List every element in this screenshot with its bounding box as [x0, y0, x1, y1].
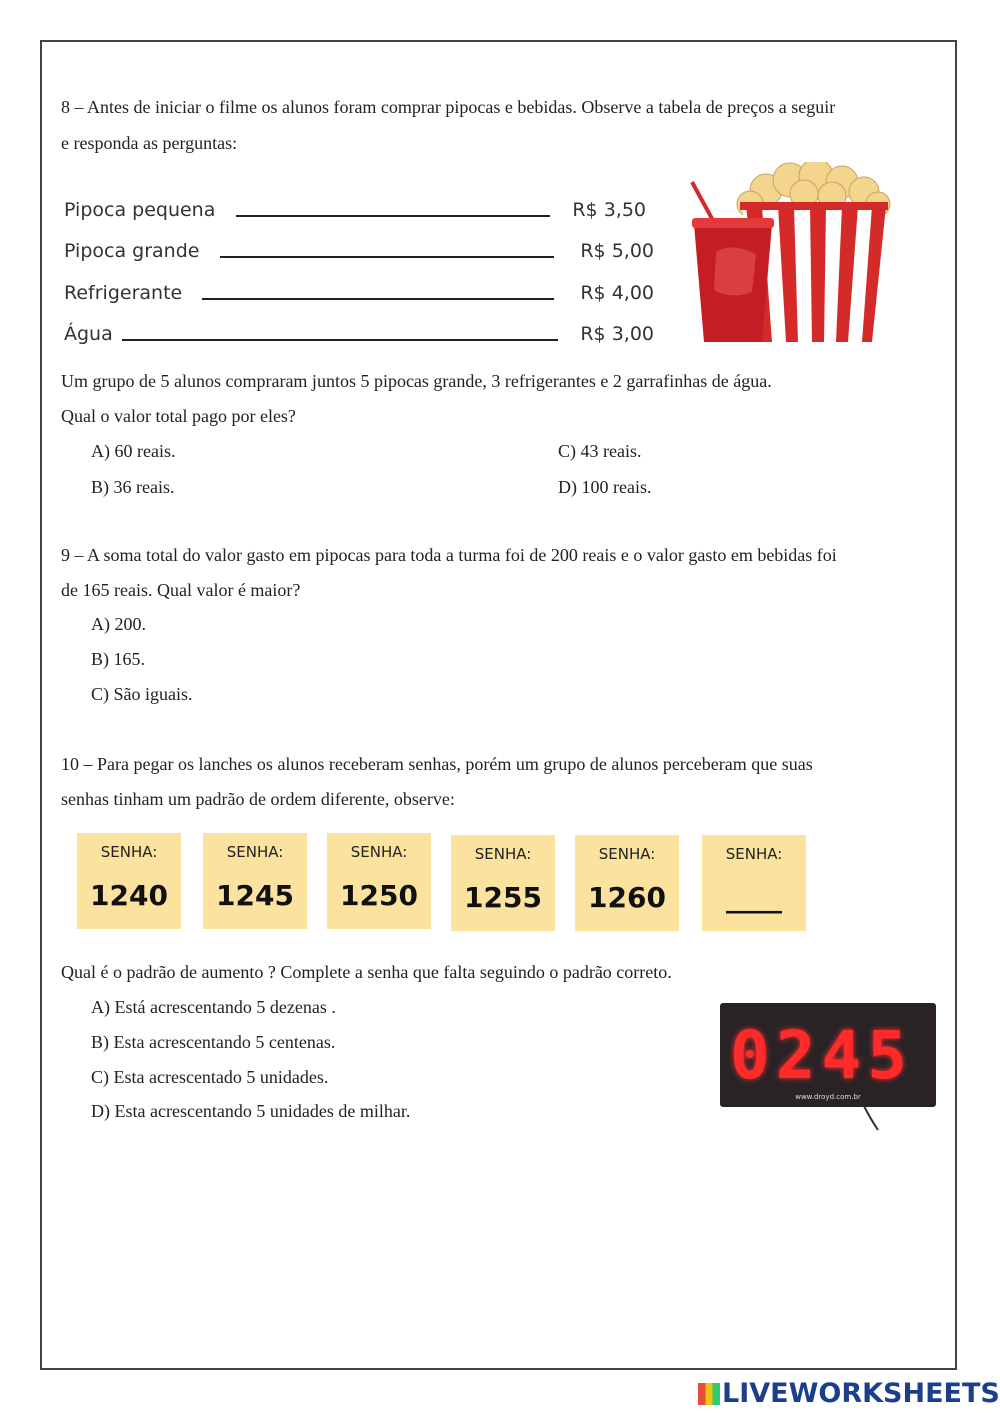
q8-intro-line1: 8 – Antes de iniciar o filme os alunos foram comprar pipocas e bebidas. Observe a tabela de preços a seguir	[61, 97, 836, 117]
q10-option-b[interactable]: B) Esta acrescentando 5 centenas.	[91, 1032, 336, 1052]
q8-option-d[interactable]: D) 100 reais.	[558, 477, 652, 497]
q10-line2: senhas tinham um padrão de ordem diferente, observe:	[61, 789, 455, 809]
senha-label: SENHA:	[598, 845, 656, 863]
q9-option-a[interactable]: A) 200.	[91, 614, 146, 634]
q8-option-a[interactable]: A) 60 reais.	[91, 441, 176, 461]
price-row-agua	[64, 319, 654, 349]
price-item: Pipoca grande	[64, 240, 200, 262]
senha-answer-blank[interactable]: ____	[726, 881, 782, 914]
senha-card	[575, 835, 679, 931]
popcorn-soda-illustration	[686, 162, 922, 346]
liveworksheets-logo	[698, 1378, 1000, 1408]
senha-card-missing[interactable]	[702, 835, 806, 931]
q10-option-d[interactable]: D) Esta acrescentando 5 unidades de milhar.	[91, 1101, 411, 1121]
price-line	[236, 215, 550, 217]
price-item: Água	[64, 323, 113, 345]
q8-question: Qual o valor total pago por eles?	[61, 406, 296, 426]
senha-label: SENHA:	[350, 843, 408, 861]
q9-line1: 9 – A soma total do valor gasto em pipocas para toda a turma foi de 200 reais e o valor gasto em bebidas foi	[61, 545, 837, 565]
senha-value: 1260	[588, 881, 666, 914]
q8-intro-line2: e responda as perguntas:	[61, 133, 238, 153]
price-row-pipoca-pequena	[64, 195, 654, 225]
q9-line2: de 165 reais. Qual valor é maior?	[61, 580, 301, 600]
q10-option-c[interactable]: C) Esta acrescentado 5 unidades.	[91, 1067, 329, 1087]
senha-card	[327, 833, 431, 929]
senha-value: 1250	[340, 879, 418, 912]
price-line	[122, 339, 558, 341]
price-item: Refrigerante	[64, 282, 183, 304]
senha-card	[451, 835, 555, 931]
q10-option-a[interactable]: A) Está acrescentando 5 dezenas .	[91, 997, 336, 1017]
senha-card	[203, 833, 307, 929]
senha-card	[77, 833, 181, 929]
price-item: Pipoca pequena	[64, 199, 216, 221]
price-value: R$ 5,00	[580, 240, 654, 262]
price-value: R$ 3,50	[572, 199, 646, 221]
price-value: R$ 4,00	[580, 282, 654, 304]
q10-line1: 10 – Para pegar os lanches os alunos receberam senhas, porém um grupo de alunos perceberam que suas	[61, 754, 813, 774]
price-row-pipoca-grande	[64, 236, 654, 266]
display-url: www.droyd.com.br	[795, 1093, 861, 1101]
price-value: R$ 3,00	[580, 323, 654, 345]
senha-label: SENHA:	[474, 845, 532, 863]
senha-label: SENHA:	[226, 843, 284, 861]
logo-icon	[698, 1383, 720, 1405]
senha-value: 1240	[90, 879, 168, 912]
senha-value: 1255	[464, 881, 542, 914]
senha-label: SENHA:	[100, 843, 158, 861]
display-cable	[862, 1104, 882, 1132]
senha-value: 1245	[216, 879, 294, 912]
senha-label: SENHA:	[725, 845, 783, 863]
logo-text: LIVEWORKSHEETS	[722, 1378, 1000, 1409]
q8-option-b[interactable]: B) 36 reais.	[91, 477, 175, 497]
price-row-refrigerante	[64, 278, 654, 308]
q9-option-b[interactable]: B) 165.	[91, 649, 145, 669]
price-line	[220, 256, 554, 258]
q8-option-c[interactable]: C) 43 reais.	[558, 441, 642, 461]
q8-statement: Um grupo de 5 alunos compraram juntos 5 pipocas grande, 3 refrigerantes e 2 garrafinhas de água.	[61, 371, 772, 391]
q9-option-c[interactable]: C) São iguais.	[91, 684, 193, 704]
q10-question: Qual é o padrão de aumento ? Complete a senha que falta seguindo o padrão correto.	[61, 962, 672, 982]
price-line	[202, 298, 554, 300]
led-counter-display	[720, 1003, 936, 1107]
led-digits: 0245	[730, 1017, 913, 1094]
